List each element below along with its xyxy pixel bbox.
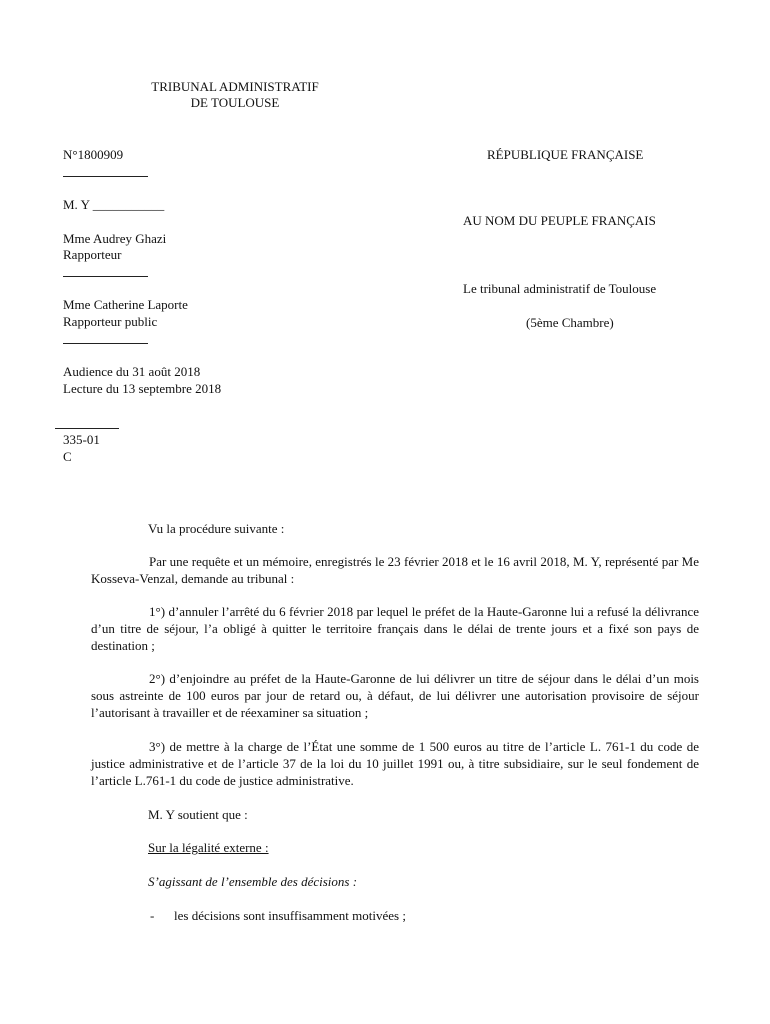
court-name-line2: DE TOULOUSE (190, 95, 280, 110)
chamber-line: (5ème Chambre) (526, 315, 614, 330)
hearing-date: Audience du 31 août 2018 (63, 364, 201, 379)
all-decisions-heading: S’agissant de l’ensemble des décisions : (148, 874, 358, 889)
claims-intro: M. Y soutient que : (148, 807, 248, 822)
separator-rule (55, 428, 119, 429)
classification-code: 335-01 (63, 432, 100, 447)
classification-letter: C (63, 449, 72, 464)
court-name-line1: TRIBUNAL ADMINISTRATIF (151, 79, 319, 94)
external-legality-heading: Sur la légalité externe : (148, 840, 269, 855)
procedure-heading: Vu la procédure suivante : (148, 521, 285, 536)
bullet-item: les décisions sont insuffisamment motivées ; (174, 908, 406, 923)
public-rapporteur-name: Mme Catherine Laporte (63, 297, 188, 312)
people-heading: AU NOM DU PEUPLE FRANÇAIS (463, 213, 656, 228)
separator-rule (63, 176, 148, 177)
rapporteur-role: Rapporteur (63, 247, 122, 262)
bullet-dash: - (150, 908, 155, 923)
public-rapporteur-role: Rapporteur public (63, 314, 158, 329)
separator-rule (63, 343, 148, 344)
reading-date: Lecture du 13 septembre 2018 (63, 381, 222, 396)
separator-rule (63, 276, 148, 277)
party-name: M. Y ___________ (63, 197, 165, 212)
claim-point-1: 1°) d’annuler l’arrêté du 6 février 2018 par lequel le préfet de la Haute-Garonne lui a refusé la délivrance d’un titre de séjour, l’a obligé à quitter le territoire français dans le délai de trente jours et a fixé son pays de destination ; (91, 604, 699, 653)
rapporteur-name: Mme Audrey Ghazi (63, 231, 167, 246)
case-number: N°1800909 (63, 147, 124, 162)
claim-point-2: 2°) d’enjoindre au préfet de la Haute-Garonne de lui délivrer un titre de séjour dans le délai d’un mois sous astreinte de 100 euros par jour de retard ou, à défaut, de lui délivrer une autorisation provisoire de séjour l’autorisant à travailler et de réexaminer sa situation ; (91, 671, 699, 720)
claim-point-3: 3°) de mettre à la charge de l’État une somme de 1 500 euros au titre de l’article L. 761-1 du code de justice administrative et de l’article 37 de la loi du 10 juillet 1991 ou, à titre subsidiaire, sur le seul fondement de l’article L.761-1 du code de justice administrative. (91, 739, 699, 788)
request-paragraph: Par une requête et un mémoire, enregistrés le 23 février 2018 et le 16 avril 2018, M. Y, représenté par Me Kosseva-Venzal, demande au tribunal : (91, 554, 699, 586)
tribunal-line: Le tribunal administratif de Toulouse (463, 281, 657, 296)
republic-heading: RÉPUBLIQUE FRANÇAISE (487, 147, 644, 162)
